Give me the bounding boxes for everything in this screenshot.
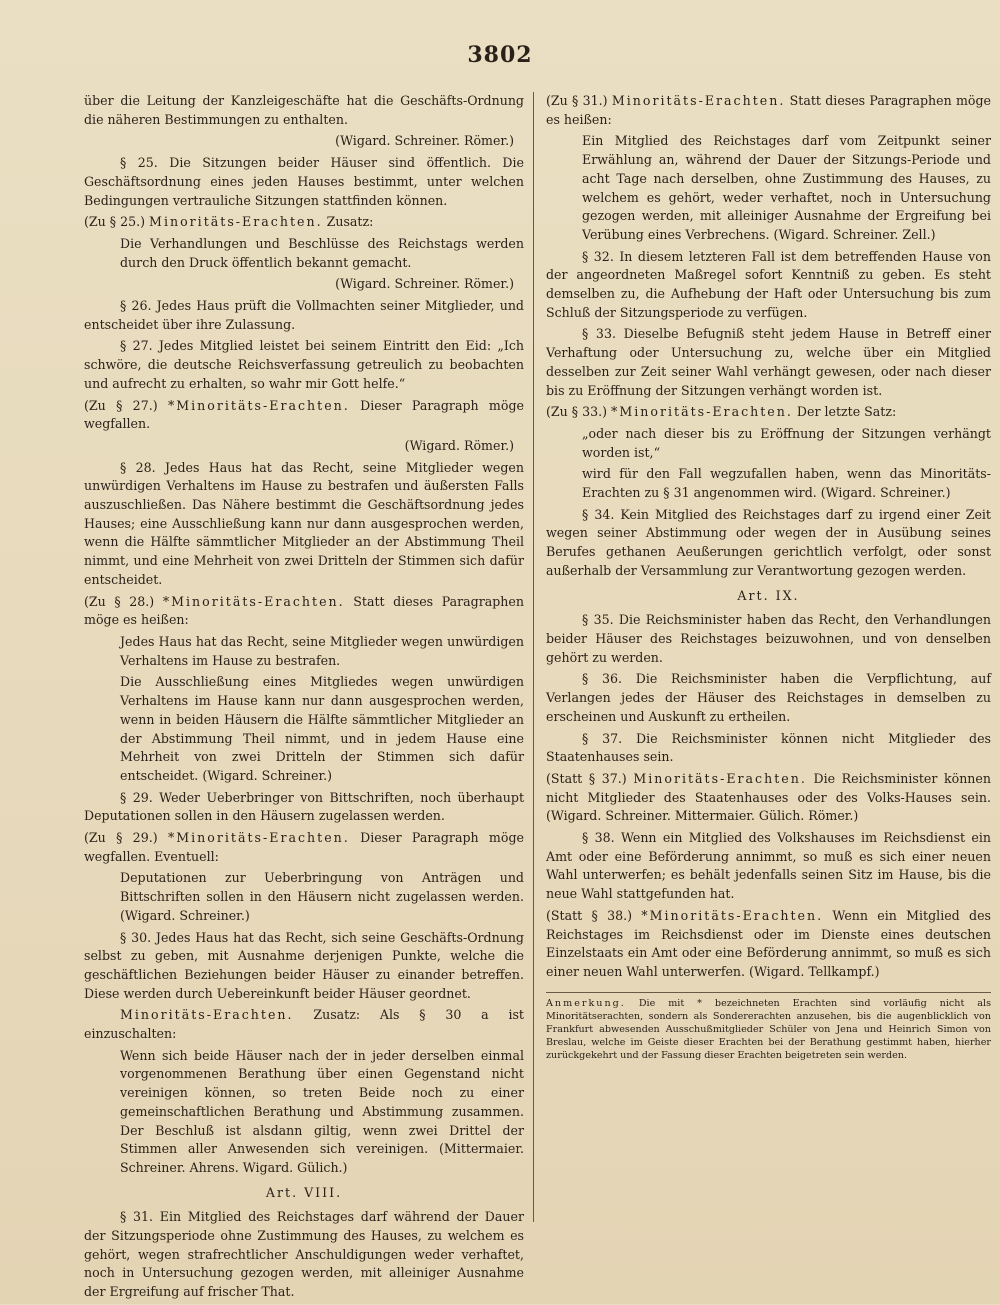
left-column: [84, 92, 524, 1305]
paragraph-29: § 29. Weder Ueberbringer von Bittschriften, noch überhaupt Deputationen sollen in den Häusern zugelassen werden.: [84, 789, 524, 824]
opinion-label: Minoritäts-Erachten.: [120, 1007, 294, 1023]
footnote-text: Die mit * bezeichneten Erachten sind vorläufig nicht als Minoritätserachten, sondern als Sondererachten anzusehen, bis die augenblicklich von Frankfurt abwesenden Ausschußmitglieder Schüler von Jena und Heinrich Simon von Breslau, welche im Geiste dieser Erachten bei der Berathung gestimmt haben, hierher zurückgekehrt und der Fassung dieser Erachten beigetreten sein werden.: [546, 997, 991, 1062]
minority-opinion-27: [84, 397, 524, 434]
signatories: (Wigard. Schreiner. Römer.): [335, 133, 514, 149]
article-heading: Art. IX.: [737, 587, 800, 603]
opinion-text: Zusatz:: [326, 214, 374, 230]
paragraph-38: § 38. Wenn ein Mitglied des Volkshauses im Reichsdienst ein Amt oder eine Beförderung annimmt, so muß es sich einer neuen Wahl unterwerfen; es behält jedenfalls seinen Sitz im Hause, bis die neue Wahl stattgefunden hat.: [546, 830, 991, 902]
opinion-label: *Minoritäts-Erachten.: [167, 397, 350, 413]
paragraph-31: § 31. Ein Mitglied des Reichstages darf während der Dauer der Sitzungsperiode ohne Zustimmung des Hauses, zu welchem es gehört, wegen strafrechtlicher Anschuldigungen weder verhaftet, noch in Untersuchung gezogen werden, mit alleiniger Ausnahme der Ergreifung auf frischer That.: [84, 1209, 524, 1300]
paragraph-33: § 33. Dieselbe Befugniß steht jedem Hause in Betreff einer Verhaftung oder Untersuchung zu, welche über ein Mitglied desselben zur Zeit seiner Wahl verhängt gewesen, oder nach dieser bis zu Eröffnung der Sitzungen verhängt worden ist.: [546, 326, 991, 398]
minority-opinion-28: [84, 593, 524, 630]
opinion-content: Ein Mitglied des Reichstages darf vom Zeitpunkt seiner Erwählung an, während der Dauer der Sitzungs-Periode und acht Tage nach derselben, ohne Zustimmung des Hauses, zu welchem es gehört, weder verhaftet, noch in Untersuchung gezogen werden, mit alleiniger Ausnahme der Ergreifung bei Verübung eines Verbrechens. (Wigard. Schreiner. Zell.): [582, 133, 991, 242]
paragraph-25: § 25. Die Sitzungen beider Häuser sind öffentlich. Die Geschäftsordnung eines jeden Hauses bestimmt, unter welchen Bedingungen vertrauliche Sitzungen stattfinden können.: [84, 155, 524, 208]
opinion-label: *Minoritäts-Erachten.: [167, 830, 350, 846]
minority-opinion-38: [546, 907, 991, 982]
minority-opinion-37: [546, 770, 991, 826]
paragraph-28: § 28. Jedes Haus hat das Recht, seine Mitglieder wegen unwürdigen Verhaltens im Hause zu bestrafen und äußersten Falls auszuschließen. Das Nähere bestimmt die Geschäftsordnung jedes Hauses; eine Ausschließung kann nur dann ausgesprochen werden, wenn die Hälfte sämmtlicher Mitglieder an der Abstimmung Theil nimmt, und eine Mehrheit von zwei Dritteln der Stimmen sich dafür entscheidet.: [84, 459, 524, 587]
opinion-text: Statt dieses Paragraphen möge es heißen:: [84, 593, 524, 628]
opinion-text: Statt dieses Paragraphen möge es heißen:: [546, 93, 991, 127]
opinion-content: Deputationen zur Ueberbringung von Anträgen und Bittschriften sollen in den Häusern nicht zugelassen werden. (Wigard. Schreiner.): [120, 870, 524, 923]
opinion-text: Wenn ein Mitglied des Reichstages im Reichsdienst oder im Dienste eines deutschen Einzelstaats ein Amt oder eine Beförderung annimmt, so muß es sich einer neuen Wahl unterwerfen. (Wigard. Tellkampf.): [546, 907, 991, 979]
paragraph-32: § 32. In diesem letzteren Fall ist dem betreffenden Hause von der angeordneten Maßregel sofort Kenntniß zu geben. Es steht demselben zu, die Aufhebung der Haft oder Untersuchung bis zum Schluß der Sitzungsperiode zu verfügen.: [546, 248, 991, 320]
opinion-content: Wenn sich beide Häuser nach der in jeder derselben einmal vorgenommenen Berathung über einen Gegenstand nicht vereinigen können, so treten Beide noch zu einer gemeinschaftlichen Berathung und Abstimmung zusammen. Der Beschluß ist alsdann giltig, wenn zwei Drittel der Stimmen aller Anwesenden sich vereinigen. (Mittermaier. Schreiner. Ahrens. Wigard. Gülich.): [120, 1047, 524, 1175]
paragraph: über die Leitung der Kanzleigeschäfte hat die Geschäfts-Ordnung die näheren Bestimmungen zu enthalten.: [84, 93, 524, 127]
opinion-ref: (Zu § 29.): [84, 830, 158, 846]
opinion-label: *Minoritäts-Erachten.: [611, 404, 793, 420]
paragraph-34: § 34. Kein Mitglied des Reichstages darf zu irgend einer Zeit wegen seiner Abstimmung oder wegen der in Ausübung seines Berufes gethanen Aeußerungen gerichtlich verfolgt, oder sonst außerhalb der Versammlung zur Verantwortung gezogen werden.: [546, 506, 991, 578]
opinion-label: Minoritäts-Erachten.: [633, 770, 807, 786]
opinion-ref: (Statt § 38.): [546, 907, 633, 923]
article-heading: Art. VIII.: [265, 1184, 343, 1200]
column-divider: [533, 92, 534, 1222]
paragraph-30: § 30. Jedes Haus hat das Recht, sich seine Geschäfts-Ordnung selbst zu geben, mit Ausnahme derjenigen Punkte, welche die geschäftlichen Beziehungen beider Häuser zu einander betreffen. Diese werden durch Uebereinkunft beider Häuser geordnet.: [84, 929, 524, 1001]
opinion-label: Minoritäts-Erachten.: [611, 93, 786, 108]
opinion-text: Die Reichsminister können nicht Mitglieder des Staatenhauses oder des Volks-Hauses sein. (Wigard. Schreiner. Mittermaier. Gülich. Römer.): [546, 770, 991, 824]
footnote-label: Anmerkung.: [546, 997, 626, 1009]
opinion-label: Minoritäts-Erachten.: [149, 214, 323, 230]
minority-opinion-33: [546, 403, 991, 422]
opinion-ref: (Zu § 31.): [546, 93, 608, 108]
signatories: (Wigard. Schreiner. Römer.): [335, 276, 514, 292]
paragraph-35: § 35. Die Reichsminister haben das Recht, den Verhandlungen beider Häuser des Reichstages beizuwohnen, und von denselben gehört zu werden.: [546, 612, 991, 665]
opinion-label: *Minoritäts-Erachten.: [162, 593, 345, 609]
paragraph-27: § 27. Jedes Mitglied leistet bei seinem Eintritt den Eid: „Ich schwöre, die deutsche Reichsverfassung getreulich zu beobachten und aufrecht zu erhalten, so wahr mir Gott helfe.“: [84, 338, 524, 391]
opinion-content: „oder nach dieser bis zu Eröffnung der Sitzungen verhängt worden ist,“: [582, 425, 991, 460]
opinion-text: Der letzte Satz:: [796, 404, 897, 420]
page-number: 3802: [467, 42, 533, 68]
opinion-text: Dieser Paragraph möge wegfallen. Eventuell:: [84, 830, 524, 864]
opinion-text: Zusatz: Als § 30 a ist einzuschalten:: [84, 1007, 524, 1042]
opinion-label: *Minoritäts-Erachten.: [641, 907, 824, 923]
opinion-content: Die Ausschließung eines Mitgliedes wegen unwürdigen Verhaltens im Hause kann nur dann ausgesprochen werden, wenn in beiden Häusern die Hälfte sämmtlicher Mitglieder an der Abstimmung Theil nimmt, und in jedem Hause eine Mehrheit von zwei Dritteln der Stimmen sich dafür entscheidet. (Wigard. Schreiner.): [120, 674, 524, 783]
footnote: [546, 992, 991, 1063]
signatories: (Wigard. Römer.): [404, 437, 514, 453]
minority-opinion-31: [546, 92, 991, 129]
opinion-content: Die Verhandlungen und Beschlüsse des Reichstags werden durch den Druck öffentlich bekannt gemacht.: [120, 235, 524, 270]
minority-opinion-25: [84, 213, 524, 232]
opinion-content: wird für den Fall wegzufallen haben, wenn das Minoritäts-Erachten zu § 31 angenommen wird. (Wigard. Schreiner.): [582, 466, 991, 501]
right-column: [546, 92, 991, 1063]
opinion-ref: (Zu § 25.): [84, 214, 146, 230]
paragraph-26: § 26. Jedes Haus prüft die Vollmachten seiner Mitglieder, und entscheidet über ihre Zulassung.: [84, 298, 524, 332]
opinion-ref: (Statt § 37.): [546, 770, 627, 786]
minority-opinion-30: [84, 1006, 524, 1043]
opinion-ref: (Zu § 33.): [546, 404, 608, 420]
paragraph-37: § 37. Die Reichsminister können nicht Mitglieder des Staatenhauses sein.: [546, 730, 991, 765]
opinion-ref: (Zu § 27.): [84, 397, 158, 413]
opinion-text: Dieser Paragraph möge wegfallen.: [84, 397, 524, 432]
opinion-ref: (Zu § 28.): [84, 593, 155, 609]
opinion-content: Jedes Haus hat das Recht, seine Mitglieder wegen unwürdigen Verhaltens im Hause zu bestrafen.: [120, 633, 524, 668]
paragraph-36: § 36. Die Reichsminister haben die Verpflichtung, auf Verlangen jedes der Häuser des Reichstages in demselben zu erscheinen und Auskunft zu ertheilen.: [546, 671, 991, 724]
minority-opinion-29: [84, 829, 524, 866]
